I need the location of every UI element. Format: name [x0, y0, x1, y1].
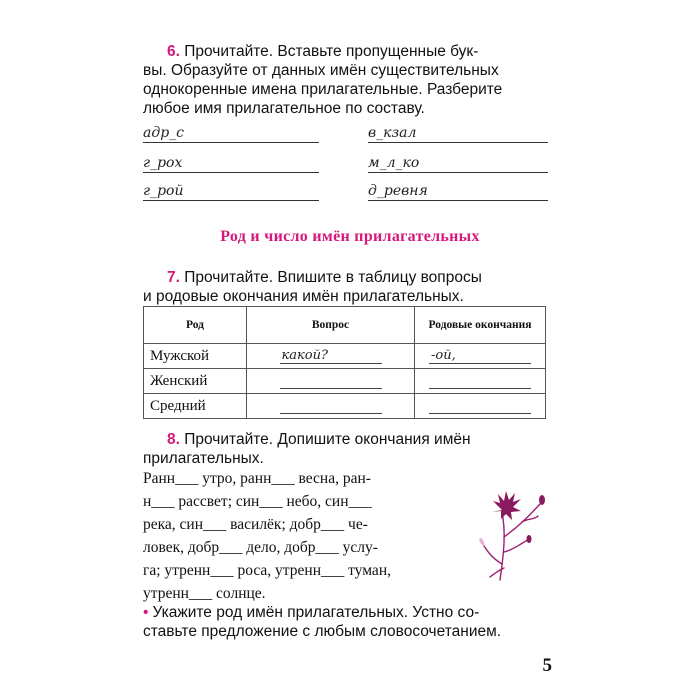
exercise-7-line: 7. Прочитайте. Впишите в таблицу вопросы	[167, 269, 482, 286]
table-row	[144, 344, 546, 369]
table-cell: Женский	[144, 369, 247, 394]
passage-line: Ранн___ утро, ранн___ весна, ран-	[143, 470, 371, 487]
exercise-8-text	[143, 430, 553, 468]
exercise-8-line: прилагательных.	[143, 450, 264, 467]
exercise-8-passage	[143, 467, 468, 605]
answer-field[interactable]	[280, 398, 382, 414]
exercise-6-line: вы. Образуйте от данных имён существительных	[143, 62, 499, 79]
exercise-number: 7.	[167, 269, 180, 286]
table-cell	[247, 394, 415, 419]
table-cell	[247, 369, 415, 394]
answer-field[interactable]	[429, 373, 531, 389]
table-row	[144, 369, 546, 394]
answer-line[interactable]: в_кзал	[368, 124, 548, 143]
answer-line[interactable]: адр_с	[143, 124, 319, 143]
answer-line[interactable]: д_ревня	[368, 182, 548, 201]
table-cell	[415, 344, 546, 369]
table-header-row	[144, 307, 546, 344]
table-cell: Средний	[144, 394, 247, 419]
answer-field[interactable]: -ой,	[429, 348, 531, 364]
cornflower-icon	[478, 482, 558, 582]
answer-line[interactable]: м_л_ко	[368, 154, 548, 173]
exercise-8-line: 8. Прочитайте. Допишите окончания имён	[167, 431, 471, 448]
answer-field[interactable]	[280, 373, 382, 389]
exercise-6-text	[143, 42, 553, 118]
answer-field[interactable]	[429, 398, 531, 414]
table-header: Родовые окончания	[415, 307, 546, 344]
passage-line: река, син___ василёк; добр___ че-	[143, 516, 368, 533]
passage-line: н___ рассвет; син___ небо, син___	[143, 493, 372, 510]
answer-line[interactable]: г_рох	[143, 154, 319, 173]
page-number: 5	[542, 655, 552, 676]
exercise-6-line: 6. Прочитайте. Вставьте пропущенные бук-	[167, 43, 479, 60]
section-title: Род и число имён прилагательных	[220, 228, 480, 245]
table-cell	[247, 344, 415, 369]
exercise-7-line: и родовые окончания имён прилагательных.	[143, 288, 464, 305]
answer-field[interactable]: какой?	[280, 348, 382, 364]
table-cell	[415, 369, 546, 394]
table-header: Род	[144, 307, 247, 344]
passage-line: га; утренн___ роса, утренн___ туман,	[143, 562, 391, 579]
answer-line[interactable]: г_рой	[143, 182, 319, 201]
exercise-number: 6.	[167, 43, 180, 60]
exercise-7-text	[143, 268, 553, 306]
gender-table	[143, 306, 546, 419]
table-header: Вопрос	[247, 307, 415, 344]
table-row	[144, 394, 546, 419]
exercise-number: 8.	[167, 431, 180, 448]
exercise-6-line: однокоренные имена прилагательные. Разберите	[143, 81, 503, 98]
passage-line: ловек, добр___ дело, добр___ услу-	[143, 539, 378, 556]
passage-line: утренн___ солнце.	[143, 585, 266, 602]
bullet-icon: •	[143, 604, 149, 621]
table-cell: Мужской	[144, 344, 247, 369]
bullet-task: • Укажите род имён прилагательных. Устно со- ставьте предложение с любым словосочетанием.	[143, 604, 502, 640]
exercise-6-line: любое имя прилагательное по составу.	[143, 100, 425, 117]
table-cell	[415, 394, 546, 419]
